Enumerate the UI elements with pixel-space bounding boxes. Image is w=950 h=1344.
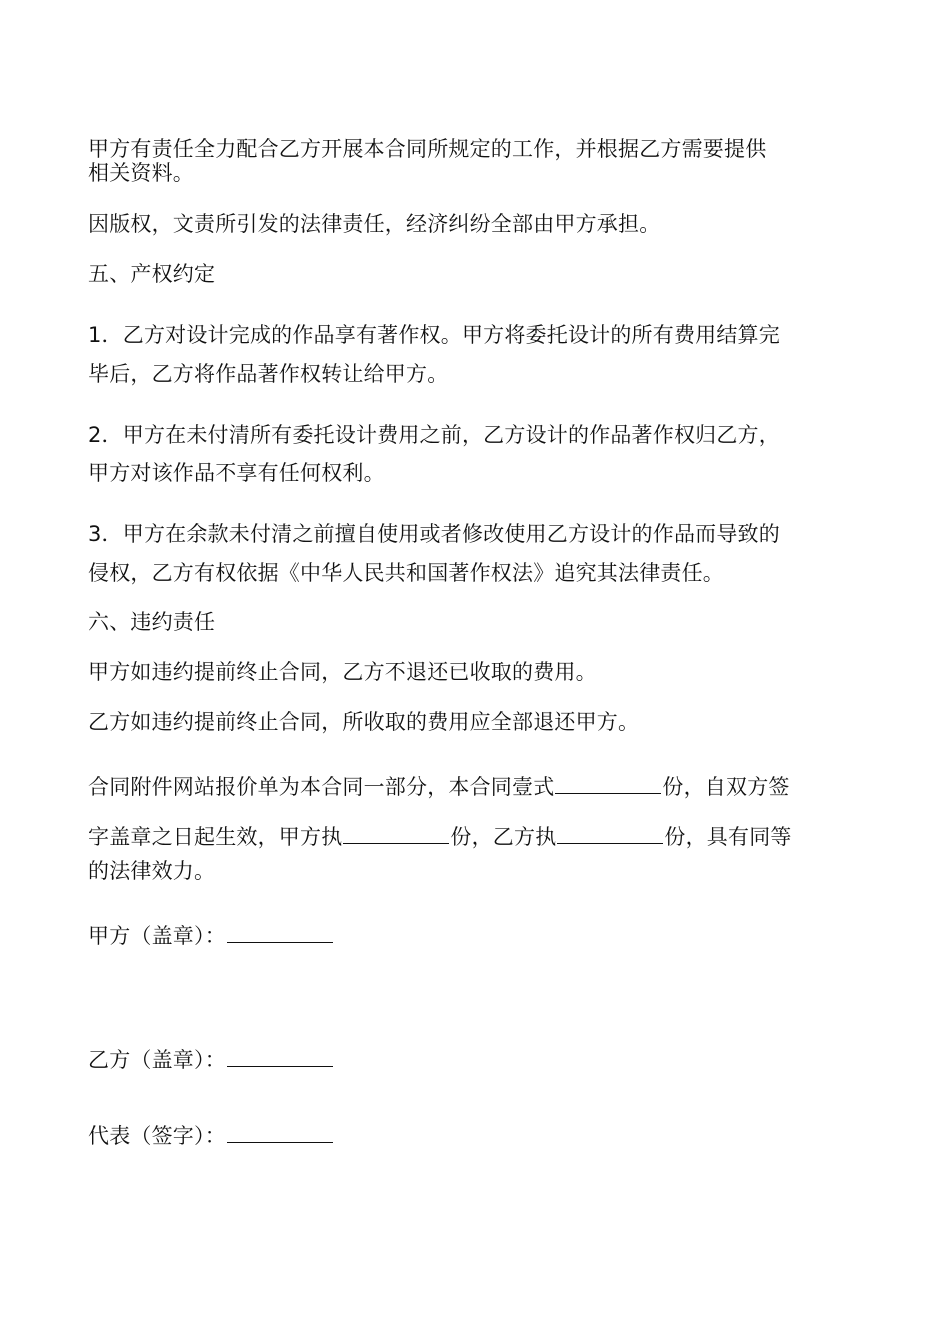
item-1-line2: 毕后，乙方将作品著作权转让给甲方。	[88, 362, 449, 386]
final-clause-text: 合同附件网站报价单为本合同一部分，本合同壹式	[88, 775, 555, 799]
final-clause-text: 份，自双方签	[662, 775, 790, 799]
final-clause-line2	[88, 821, 792, 849]
signature-label: 甲方（盖章）：	[88, 924, 226, 948]
final-clause-line3: 的法律效力。	[88, 859, 216, 883]
signature-label: 乙方（盖章）：	[88, 1048, 226, 1072]
party-b-seal-blank[interactable]	[227, 1044, 333, 1067]
final-clause-line1	[88, 771, 790, 799]
party-a-copies-blank[interactable]	[343, 821, 449, 844]
representative-signature-blank[interactable]	[227, 1120, 333, 1143]
party-a-seal-blank[interactable]	[227, 920, 333, 943]
paragraph-cooperation-line1: 甲方有责任全力配合乙方开展本合同所规定的工作，并根据乙方需要提供	[88, 137, 767, 161]
signature-label: 代表（签字）：	[88, 1124, 226, 1148]
heading-property-rights: 五、产权约定	[88, 262, 216, 286]
item-3-line2: 侵权，乙方有权依据《中华人民共和国著作权法》追究其法律责任。	[88, 561, 724, 585]
final-clause-text: 份，乙方执	[450, 825, 557, 849]
item-3-line1: 3．甲方在余款未付清之前擅自使用或者修改使用乙方设计的作品而导致的	[88, 522, 780, 546]
item-2-line2: 甲方对该作品不享有任何权利。	[88, 461, 385, 485]
final-clause-text: 份，具有同等	[664, 825, 792, 849]
signature-party-a	[88, 920, 334, 948]
paragraph-party-b-breach: 乙方如违约提前终止合同，所收取的费用应全部退还甲方。	[88, 710, 640, 734]
paragraph-liability: 因版权，文责所引发的法律责任，经济纠纷全部由甲方承担。	[88, 212, 661, 236]
item-1-line1: 1．乙方对设计完成的作品享有著作权。甲方将委托设计的所有费用结算完	[88, 323, 780, 347]
item-2-line1: 2．甲方在未付清所有委托设计费用之前，乙方设计的作品著作权归乙方，	[88, 423, 780, 447]
paragraph-party-a-breach: 甲方如违约提前终止合同，乙方不退还已收取的费用。	[88, 660, 597, 684]
copies-total-blank[interactable]	[555, 771, 661, 794]
signature-representative	[88, 1120, 334, 1148]
party-b-copies-blank[interactable]	[557, 821, 663, 844]
paragraph-cooperation-line2: 相关资料。	[88, 161, 194, 185]
heading-breach-liability: 六、违约责任	[88, 610, 216, 634]
final-clause-text: 字盖章之日起生效，甲方执	[88, 825, 343, 849]
signature-party-b	[88, 1044, 334, 1072]
